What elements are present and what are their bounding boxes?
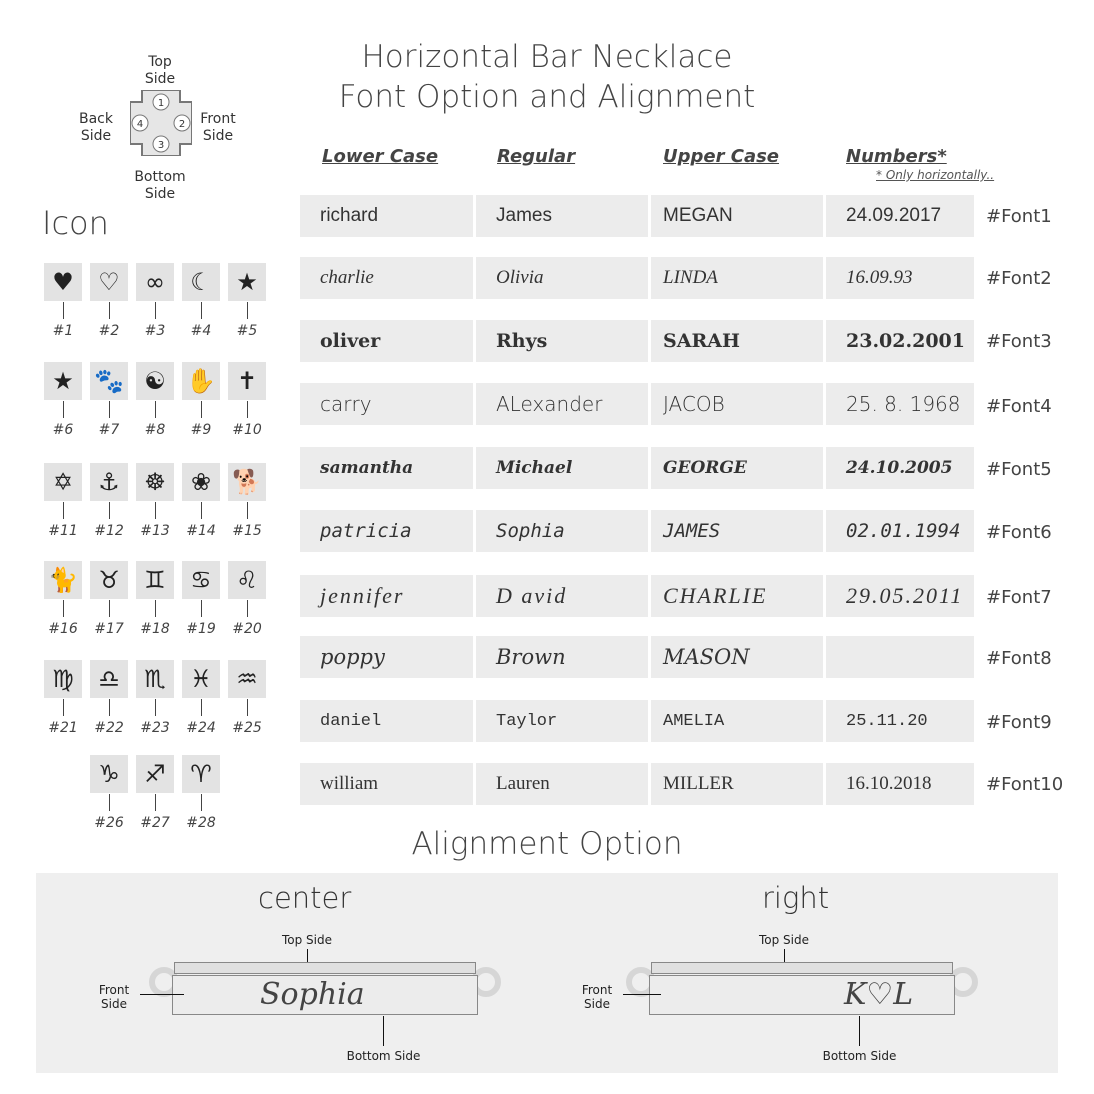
numbers-sample	[826, 636, 974, 678]
upper-case-sample: MASON	[651, 636, 823, 678]
font-row	[300, 763, 974, 805]
numbers-sample: 16.10.2018	[826, 763, 974, 805]
center-bar-top	[174, 962, 476, 974]
col-numbers: Numbers*	[846, 146, 947, 167]
top-side-label: Top Side	[144, 54, 176, 87]
lotus-icon: ❀	[182, 463, 220, 501]
font-label: #Font6	[986, 522, 1052, 543]
right-front-side-label: Front Side	[581, 983, 613, 1011]
center-label: center	[258, 881, 352, 915]
icon-stem	[247, 401, 248, 418]
numbers-sample: 25. 8. 1968	[826, 383, 974, 425]
font-row	[300, 700, 974, 742]
font-row	[300, 636, 974, 678]
icon-stem	[201, 502, 202, 519]
lower-case-sample: patricia	[300, 510, 473, 552]
icon-number-label: #22	[94, 720, 124, 736]
icon-stem	[109, 401, 110, 418]
font-row	[300, 195, 974, 237]
icon-number-label: #27	[140, 815, 170, 831]
icon-number-label: #13	[140, 523, 170, 539]
icon-stem	[155, 302, 156, 319]
cat-icon: 🐈	[44, 561, 82, 599]
side-diagram	[75, 52, 245, 202]
font-row	[300, 510, 974, 552]
regular-sample: Lauren	[476, 763, 648, 805]
back-side-label: Back Side	[79, 111, 113, 144]
lower-case-sample: samantha	[300, 447, 473, 489]
regular-sample: ALexander	[476, 383, 648, 425]
leo-icon: ♌	[228, 561, 266, 599]
bar-end-diagram-icon	[130, 90, 192, 156]
icon-stem	[247, 302, 248, 319]
font-label: #Font2	[986, 268, 1052, 289]
sagittarius-icon: ♐	[136, 755, 174, 793]
icon-stem	[155, 401, 156, 418]
regular-sample: Taylor	[476, 700, 648, 742]
icon-number-label: #6	[52, 422, 74, 438]
star-icon: ★	[228, 263, 266, 301]
icon-number-label: #16	[48, 621, 78, 637]
regular-sample: Michael	[476, 447, 648, 489]
upper-case-sample: SARAH	[651, 320, 823, 362]
font-label: #Font7	[986, 587, 1052, 608]
icon-number-label: #21	[48, 720, 78, 736]
center-bottom-side-label: Bottom Side	[346, 1049, 421, 1063]
right-bar-top	[651, 962, 953, 974]
lower-case-sample: william	[300, 763, 473, 805]
numbers-sample: 02.01.1994	[826, 510, 974, 552]
lower-case-sample: richard	[300, 195, 473, 237]
font-label: #Font1	[986, 206, 1052, 227]
col-lower-case: Lower Case	[322, 146, 439, 167]
icon-heading: Icon	[42, 204, 109, 242]
helm-icon: ☸	[136, 463, 174, 501]
font-row	[300, 575, 974, 617]
center-front-side-label: Front Side	[98, 983, 130, 1011]
upper-case-sample: AMELIA	[651, 700, 823, 742]
icon-number-label: #18	[140, 621, 170, 637]
icon-stem	[109, 794, 110, 811]
icon-stem	[247, 699, 248, 716]
regular-sample: James	[476, 195, 648, 237]
icon-stem	[63, 302, 64, 319]
capricorn-icon: ♑	[90, 755, 128, 793]
icon-number-label: #25	[232, 720, 262, 736]
lower-case-sample: charlie	[300, 257, 473, 299]
font-label: #Font9	[986, 712, 1052, 733]
icon-stem	[201, 401, 202, 418]
font-row	[300, 257, 974, 299]
numbers-sample: 16.09.93	[826, 257, 974, 299]
bottom-side-label: Bottom Side	[134, 169, 186, 202]
right-top-side-label: Top Side	[758, 933, 809, 947]
font-row	[300, 447, 974, 489]
icon-stem	[63, 502, 64, 519]
upper-case-sample: MILLER	[651, 763, 823, 805]
right-bottom-leader	[859, 1016, 860, 1046]
icon-stem	[155, 502, 156, 519]
icon-number-label: #17	[94, 621, 124, 637]
side-num-1: 1	[157, 98, 165, 109]
upper-case-sample: GEORGE	[651, 447, 823, 489]
icon-stem	[155, 699, 156, 716]
icon-number-label: #3	[144, 323, 166, 339]
numbers-sample: 24.10.2005	[826, 447, 974, 489]
side-num-2: 2	[178, 119, 186, 130]
icon-number-label: #24	[186, 720, 216, 736]
icon-number-label: #8	[144, 422, 166, 438]
infinity-icon: ∞	[136, 263, 174, 301]
aquarius-icon: ♒	[228, 660, 266, 698]
icon-number-label: #10	[232, 422, 262, 438]
title-line-2: Font Option and Alignment	[338, 79, 756, 115]
scorpio-icon: ♏	[136, 660, 174, 698]
front-side-label: Front Side	[200, 111, 236, 144]
icon-number-label: #15	[232, 523, 262, 539]
numbers-note: * Only horizontally..	[876, 168, 995, 182]
hamsa-icon: ✋	[182, 362, 220, 400]
icon-number-label: #2	[98, 323, 120, 339]
upper-case-sample: JACOB	[651, 383, 823, 425]
icon-stem	[109, 302, 110, 319]
icon-number-label: #26	[94, 815, 124, 831]
col-upper-case: Upper Case	[663, 146, 780, 167]
lower-case-sample: daniel	[300, 700, 473, 742]
upper-case-sample: JAMES	[651, 510, 823, 552]
font-label: #Font4	[986, 396, 1052, 417]
star-small-icon: ★	[44, 362, 82, 400]
anchor-icon: ⚓	[90, 463, 128, 501]
font-label: #Font10	[986, 774, 1064, 795]
heart-outline-icon: ♡	[90, 263, 128, 301]
upper-case-sample: MEGAN	[651, 195, 823, 237]
regular-sample: Rhys	[476, 320, 648, 362]
icon-number-label: #7	[98, 422, 120, 438]
icon-stem	[201, 302, 202, 319]
icon-stem	[201, 699, 202, 716]
upper-case-sample: LINDA	[651, 257, 823, 299]
right-engraving: K♡L	[844, 977, 914, 1012]
icon-number-label: #4	[190, 323, 212, 339]
icon-stem	[109, 502, 110, 519]
icon-number-label: #28	[186, 815, 216, 831]
lower-case-sample: carry	[300, 383, 473, 425]
yin-yang-icon: ☯	[136, 362, 174, 400]
icon-stem	[155, 600, 156, 617]
star-of-david-icon: ✡	[44, 463, 82, 501]
font-label: #Font3	[986, 331, 1052, 352]
icon-stem	[201, 600, 202, 617]
icon-number-label: #9	[190, 422, 212, 438]
icon-stem	[109, 600, 110, 617]
numbers-sample: 23.02.2001	[826, 320, 974, 362]
regular-sample: Olivia	[476, 257, 648, 299]
center-top-side-label: Top Side	[281, 933, 332, 947]
icon-stem	[63, 600, 64, 617]
center-front-leader	[140, 994, 184, 995]
icon-number-label: #23	[140, 720, 170, 736]
icon-stem	[63, 401, 64, 418]
regular-sample: Sophia	[476, 510, 648, 552]
cross-icon: ✝	[228, 362, 266, 400]
right-bottom-side-label: Bottom Side	[822, 1049, 897, 1063]
title-line-1: Horizontal Bar Necklace	[361, 39, 733, 75]
paw-icon: 🐾	[90, 362, 128, 400]
icon-stem	[247, 600, 248, 617]
icon-number-label: #5	[236, 323, 258, 339]
icon-stem	[155, 794, 156, 811]
upper-case-sample: CHARLIE	[651, 575, 823, 617]
lower-case-sample: oliver	[300, 320, 473, 362]
lower-case-sample: poppy	[300, 636, 473, 678]
right-label: right	[762, 881, 830, 915]
heart-icon: ♥	[44, 263, 82, 301]
gemini-icon: ♊	[136, 561, 174, 599]
numbers-sample: 29.05.2011	[826, 575, 974, 617]
center-bottom-leader	[383, 1016, 384, 1046]
icon-number-label: #14	[186, 523, 216, 539]
alignment-panel	[36, 873, 1058, 1073]
icon-number-label: #1	[52, 323, 74, 339]
center-engraving: Sophia	[260, 977, 365, 1012]
virgo-icon: ♍	[44, 660, 82, 698]
aries-icon: ♈	[182, 755, 220, 793]
font-label: #Font5	[986, 459, 1052, 480]
icon-stem	[201, 794, 202, 811]
side-num-4: 4	[136, 119, 144, 130]
col-regular: Regular	[497, 146, 576, 167]
icon-stem	[247, 502, 248, 519]
font-row	[300, 320, 974, 362]
cancer-icon: ♋	[182, 561, 220, 599]
icon-number-label: #20	[232, 621, 262, 637]
right-front-leader	[623, 994, 661, 995]
icon-stem	[63, 699, 64, 716]
regular-sample: D avid	[476, 575, 648, 617]
side-num-3: 3	[157, 140, 165, 151]
alignment-title: Alignment Option	[411, 826, 683, 862]
libra-icon: ♎	[90, 660, 128, 698]
lower-case-sample: jennifer	[300, 575, 473, 617]
icon-stem	[109, 699, 110, 716]
pisces-icon: ♓	[182, 660, 220, 698]
numbers-sample: 24.09.2017	[826, 195, 974, 237]
icon-number-label: #11	[48, 523, 78, 539]
dog-icon: 🐕	[228, 463, 266, 501]
taurus-icon: ♉	[90, 561, 128, 599]
moon-icon: ☾	[182, 263, 220, 301]
font-label: #Font8	[986, 648, 1052, 669]
font-row	[300, 383, 974, 425]
icon-number-label: #12	[94, 523, 124, 539]
regular-sample: Brown	[476, 636, 648, 678]
numbers-sample: 25.11.20	[826, 700, 974, 742]
icon-number-label: #19	[186, 621, 216, 637]
